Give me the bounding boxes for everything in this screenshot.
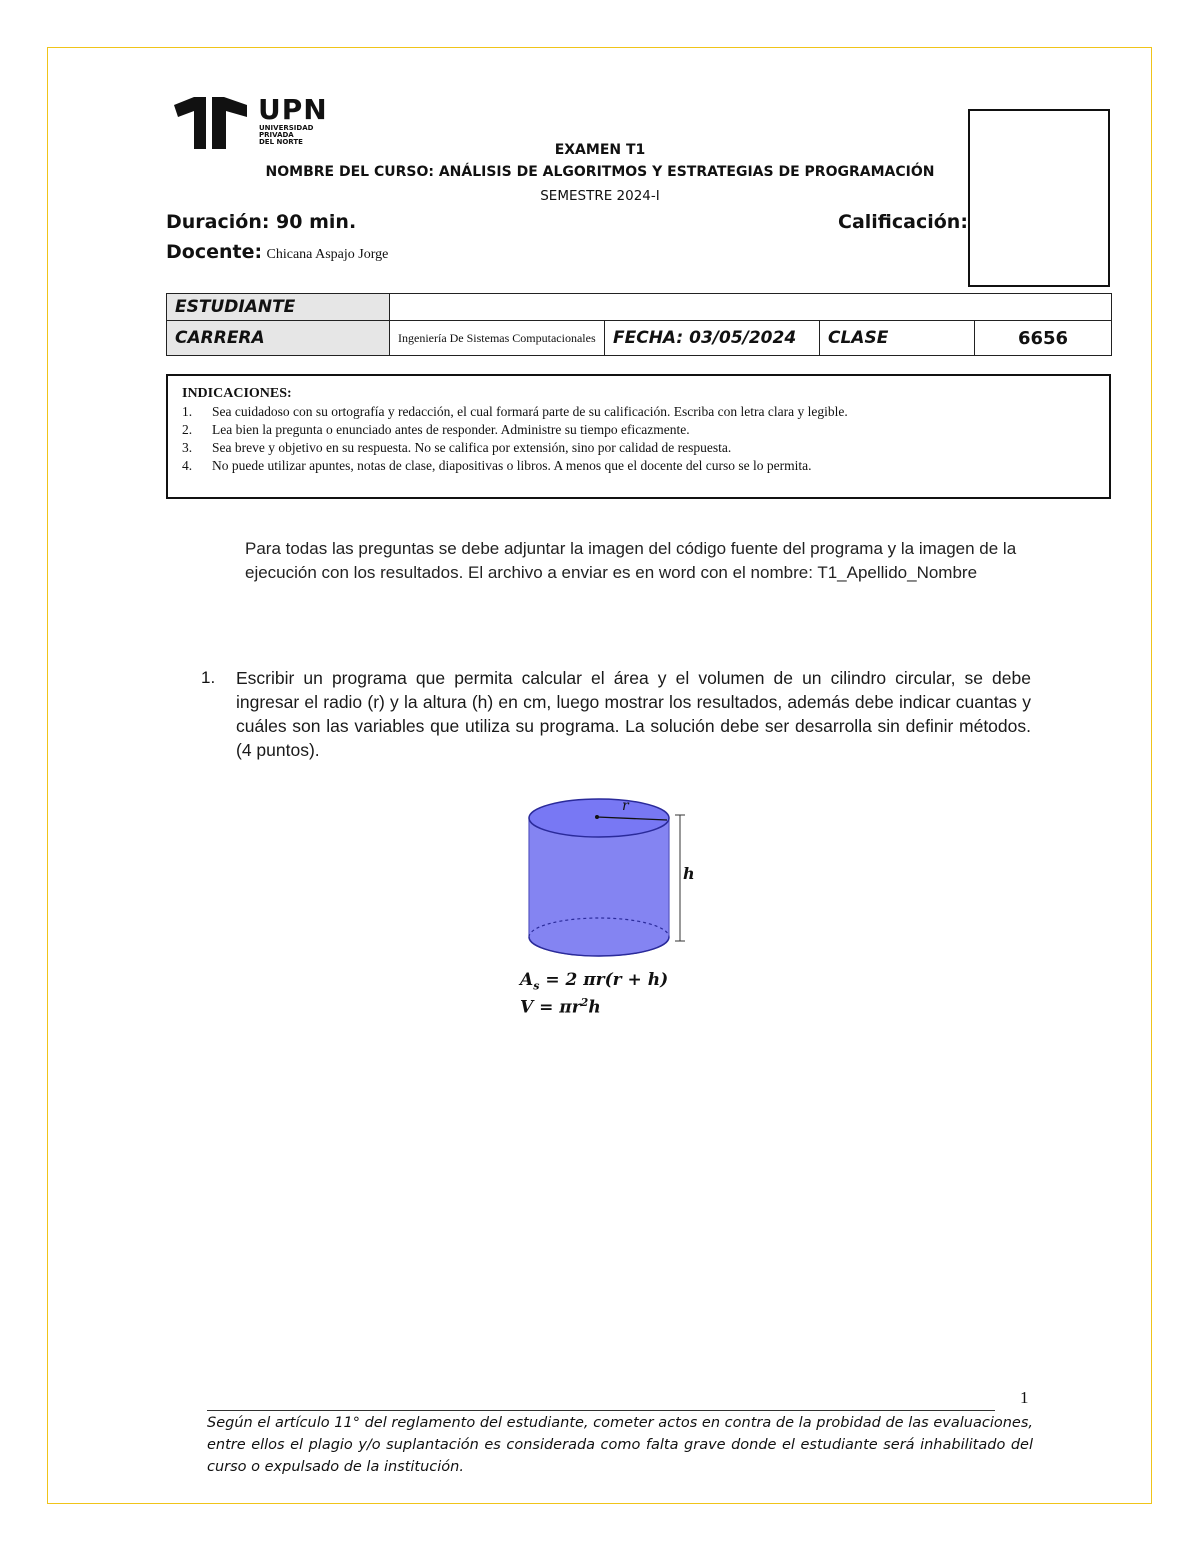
instruction-item: 2. Lea bien la pregunta o enunciado antes de responder. Administre su tiempo eficazmente.	[182, 422, 690, 437]
student-info-table	[166, 293, 1112, 356]
cylinder-figure	[520, 790, 720, 960]
teacher-name: Chicana Aspajo Jorge	[266, 247, 389, 262]
exam-title: EXAMEN T1	[554, 142, 646, 158]
page-number: 1	[1020, 1388, 1029, 1407]
grade-label: Calificación:	[838, 211, 968, 233]
career-label: CARRERA	[167, 321, 390, 356]
instructions-title: INDICACIONES:	[182, 386, 292, 401]
teacher-label: Docente:	[166, 241, 263, 263]
upn-brand-text: UPN	[258, 93, 328, 126]
class-value: 6656	[975, 321, 1112, 356]
teacher	[166, 241, 388, 263]
instructions-box	[166, 374, 1111, 499]
volume-formula: $V = \pi r^2h$	[520, 996, 601, 1018]
student-label: ESTUDIANTE	[167, 294, 390, 321]
course-name: NOMBRE DEL CURSO: ANÁLISIS DE ALGORITMOS Y ESTRATEGIAS DE PROGRAMACIÓN	[265, 164, 935, 180]
career-value: Ingeniería De Sistemas Computacionales	[390, 321, 605, 356]
instruction-item: 1. Sea cuidadoso con su ortografía y redacción, el cual formará parte de su calificación. Escriba con letra clara y legible.	[182, 404, 848, 419]
duration: Duración: 90 min.	[166, 211, 357, 233]
student-value[interactable]	[390, 294, 1112, 321]
instruction-item: 3. Sea breve y objetivo en su respuesta. No se califica por extensión, sino por calidad de respuesta.	[182, 440, 732, 455]
question-number: 1.	[201, 668, 216, 687]
radius-label: r	[622, 798, 629, 814]
area-formula: $A_s = 2$ πr(r + h)	[520, 970, 669, 993]
grade-box[interactable]	[968, 109, 1110, 287]
height-label: h	[683, 864, 695, 883]
class-label: CLASE	[820, 321, 975, 356]
instruction-item: 4. No puede utilizar apuntes, notas de clase, diapositivas o libros. A menos que el docente del curso se lo permita.	[182, 458, 812, 473]
semester: SEMESTRE 2024-I	[540, 188, 660, 204]
upn-subtitle: UNIVERSIDAD PRIVADA DEL NORTE	[259, 124, 314, 146]
exam-date: FECHA: 03/05/2024	[605, 321, 820, 356]
question-text: Escribir un programa que permita calcular el área y el volumen de un cilindro circular, se debe ingresar el radio (r) y la altura (h) en cm, luego mostrar los resultados, además debe indicar cuantas y cuáles son las variables que utiliza su programa. La solución debe ser desarrolla sin definir métodos. (4 puntos).	[236, 668, 1031, 760]
intro-paragraph: Para todas las preguntas se debe adjuntar la imagen del código fuente del programa y la imagen de la ejecución con los resultados. El archivo a enviar es en word con el nombre: T1_Apellido_Nombre	[245, 539, 1017, 582]
footer-rule	[207, 1410, 995, 1411]
footer-note: Según el artículo 11° del reglamento del estudiante, cometer actos en contra de la probidad de las evaluaciones, entre ellos el plagio y/o suplantación es considerada como falta grave donde el estudiante será inhabilitado del curso o expulsado de la institución.	[207, 1415, 1033, 1475]
